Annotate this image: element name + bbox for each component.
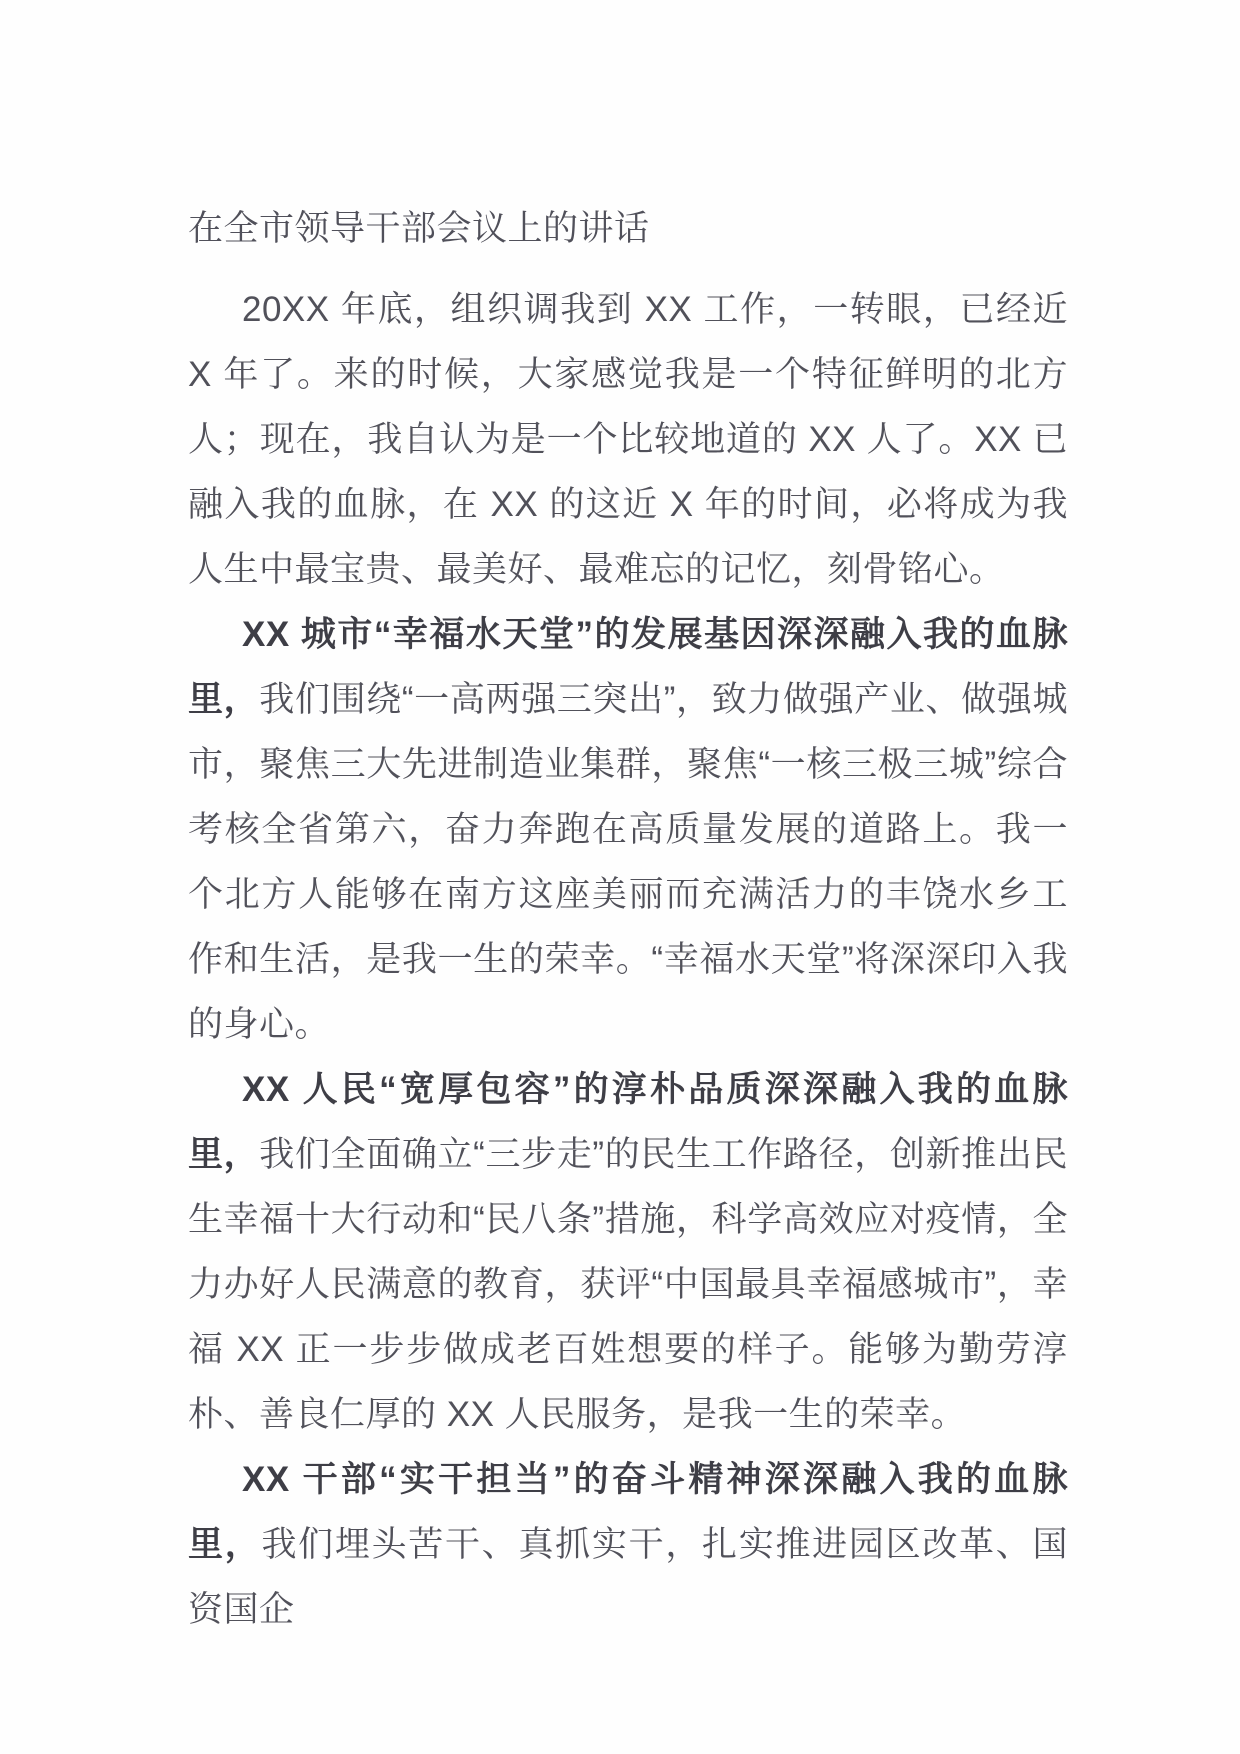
- paragraph-intro-text: 20XX 年底，组织调我到 XX 工作，一转眼，已经近 X 年了。来的时候，大家感觉我是一个特征鲜明的北方人；现在，我自认为是一个比较地道的 XX 人了。XX 已融入我的血脉，在 XX 的这近 X 年的时间，必将成为我人生中最宝贵、最美好、最难忘的记忆，刻骨铭心。: [188, 290, 1068, 589]
- paragraph-cadres: [188, 1447, 1068, 1642]
- paragraph-city: [188, 602, 1068, 1057]
- paragraph-city-text: 我们围绕“一高两强三突出”，致力做强产业、做强城市，聚焦三大先进制造业集群，聚焦“一核三极三城”综合考核全省第六，奋力奔跑在高质量发展的道路上。我一个北方人能够在南方这座美丽而充满活力的丰饶水乡工作和生活，是我一生的荣幸。“幸福水天堂”将深深印入我的身心。: [188, 680, 1068, 1044]
- paragraph-city-lead: XX 城市“幸福水天堂”的发展基因深深融入我的血脉里，: [188, 615, 1068, 719]
- paragraph-people-text: 我们全面确立“三步走”的民生工作路径，创新推出民生幸福十大行动和“民八条”措施，科学高效应对疫情，全力办好人民满意的教育，获评“中国最具幸福感城市”，幸福 XX 正一步步做成老百姓想要的样子。能够为勤劳淳朴、善良仁厚的 XX 人民服务，是我一生的荣幸。: [188, 1135, 1068, 1434]
- paragraph-people: [188, 1057, 1068, 1447]
- document-content: [188, 196, 1068, 1642]
- paragraph-cadres-lead: XX 干部“实干担当”的奋斗精神深深融入我的血脉里，: [188, 1460, 1068, 1564]
- paragraph-people-lead: XX 人民“宽厚包容”的淳朴品质深深融入我的血脉里，: [188, 1070, 1068, 1174]
- paragraph-cadres-text: 我们埋头苦干、真抓实干，扎实推进园区改革、国资国企: [188, 1525, 1068, 1629]
- paragraph-intro: [188, 277, 1068, 602]
- document-title: 在全市领导干部会议上的讲话: [188, 209, 650, 248]
